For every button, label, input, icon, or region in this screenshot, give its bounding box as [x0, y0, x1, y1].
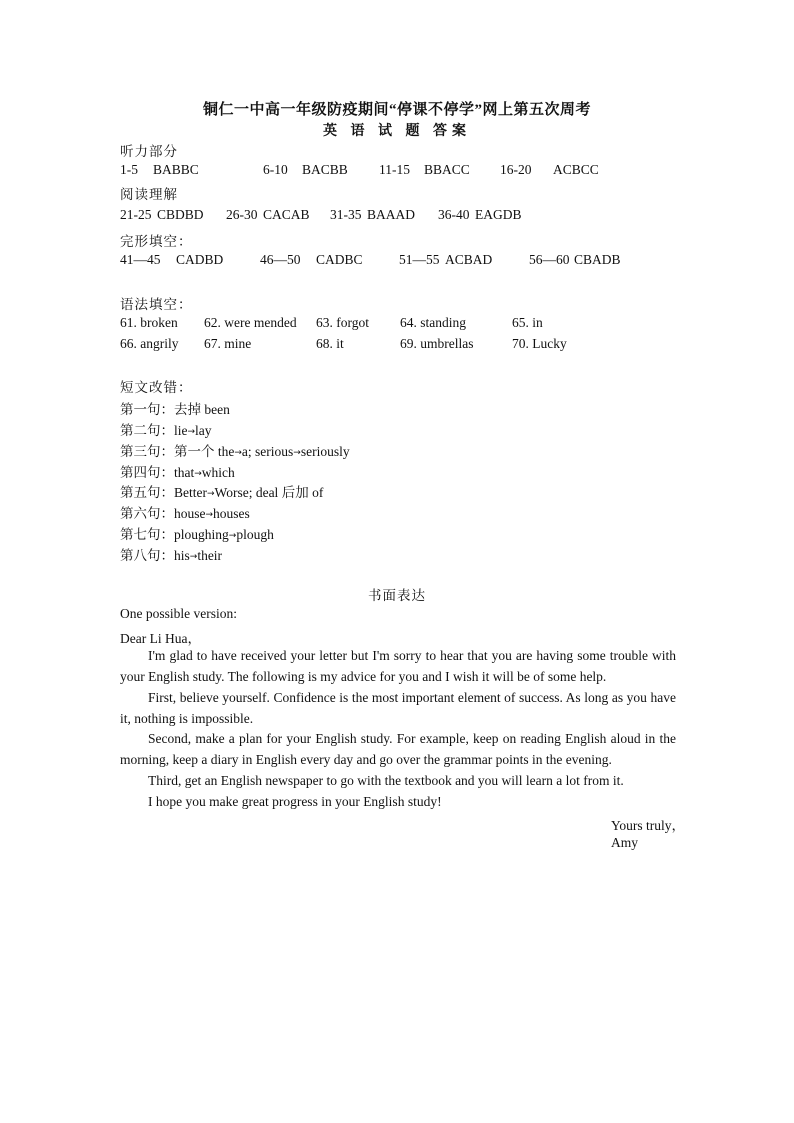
correction-heading: 短文改错： — [120, 380, 193, 395]
arrow-icon: → — [187, 427, 196, 437]
grammar-item: 63. forgot — [316, 315, 369, 330]
letter-paragraph: First, believe yourself. Confidence is the most important element of success. As long as you have it, nothing is impossible. — [120, 690, 676, 726]
answer-range: 1-5 — [120, 162, 138, 177]
page-subtitle: 英 语 试 题 答案 — [323, 124, 471, 139]
letter-paragraph: Second, make a plan for your English study. For example, keep on reading English aloud in the morning, keep a diary in English every day and go over the grammar points in the evening. — [120, 731, 676, 767]
grammar-item: 66. angrily — [120, 336, 179, 351]
arrow-icon: → — [194, 469, 202, 479]
answer-key: CBADB — [574, 252, 621, 267]
correction-original: lie — [174, 423, 188, 438]
grammar-heading: 语法填空： — [120, 297, 193, 312]
answer-key: CBDBD — [157, 207, 204, 222]
answer-range: 51—55 — [399, 252, 440, 267]
answer-range: 11-15 — [379, 162, 410, 177]
letter-paragraph: I'm glad to have received your letter but I'm sorry to hear that you are having some trouble with your English study. The following is my advice for you and I wish it will be of some help. — [120, 648, 676, 684]
answer-range: 56—60 — [529, 252, 570, 267]
writing-intro: One possible version: — [120, 606, 237, 621]
arrow-icon: → — [234, 448, 242, 458]
correction-replacement: a; — [241, 444, 252, 459]
correction-replacement: houses — [213, 506, 250, 521]
correction-original: his — [174, 548, 190, 563]
answer-key: CADBD — [176, 252, 224, 267]
grammar-item: 62. were mended — [204, 315, 297, 330]
arrow-icon: → — [189, 552, 198, 562]
answer-range: 21-25 — [120, 207, 152, 222]
correction-replacement: their — [197, 548, 223, 563]
answer-key: BABBC — [153, 162, 199, 177]
correction-replacement: lay — [195, 423, 212, 438]
correction-item — [120, 419, 212, 439]
listening-heading: 听力部分 — [120, 144, 178, 159]
letter-paragraph: Third, get an English newspaper to go with the textbook and you will learn a lot from it. — [148, 773, 624, 788]
answer-key: BAAAD — [367, 207, 416, 222]
grammar-item: 64. standing — [400, 315, 466, 330]
writing-heading: 书面表达 — [368, 588, 426, 603]
answer-range: 41—45 — [120, 252, 161, 267]
grammar-item: 67. mine — [204, 336, 252, 351]
answer-key: CACAB — [263, 207, 310, 222]
correction-item — [120, 502, 250, 522]
correction-original: house — [174, 506, 206, 521]
correction-item — [120, 481, 323, 501]
answer-range: 16-20 — [500, 162, 532, 177]
correction-item — [120, 398, 230, 418]
grammar-item: 69. umbrellas — [400, 336, 474, 351]
answer-key: BBACC — [424, 162, 470, 177]
correction-item — [120, 544, 222, 564]
correction-replacement: Worse; — [214, 485, 253, 500]
answer-key: ACBCC — [553, 162, 599, 177]
cloze-heading: 完形填空： — [120, 234, 193, 249]
correction-text: 去掉 been — [174, 402, 230, 417]
letter-paragraph: I hope you make great progress in your English study! — [148, 794, 442, 809]
answer-key: CADBC — [316, 252, 363, 267]
correction-original: serious — [251, 444, 294, 459]
answer-key: BACBB — [302, 162, 348, 177]
answer-key: ACBAD — [445, 252, 493, 267]
grammar-item: 68. it — [316, 336, 344, 351]
answer-range: 31-35 — [330, 207, 362, 222]
correction-label: 第六句： — [120, 506, 174, 521]
correction-replacement: which — [201, 465, 235, 480]
letter-signature: Amy — [611, 835, 638, 850]
correction-item — [120, 461, 235, 481]
answer-range: 46—50 — [260, 252, 301, 267]
correction-extra: deal 后加 of — [252, 485, 324, 500]
correction-original: that — [174, 465, 195, 480]
arrow-icon: → — [205, 510, 214, 520]
correction-label: 第八句： — [120, 548, 174, 563]
arrow-icon: → — [207, 489, 215, 499]
correction-label: 第四句： — [120, 465, 174, 480]
correction-label: 第一句： — [120, 402, 174, 417]
grammar-item: 70. Lucky — [512, 336, 567, 351]
answer-range: 6-10 — [263, 162, 288, 177]
page-title: 铜仁一中高一年级防疫期间“停课不停学”网上第五次周考 — [202, 102, 591, 118]
answer-range: 36-40 — [438, 207, 470, 222]
letter-closing: Yours truly， — [611, 818, 686, 833]
arrow-icon: → — [293, 448, 301, 458]
answer-key: EAGDB — [475, 207, 522, 222]
correction-original: Better — [174, 485, 207, 500]
correction-replacement: seriously — [300, 444, 350, 459]
correction-label: 第七句： — [120, 527, 174, 542]
correction-original: ploughing — [174, 527, 229, 542]
answer-range: 26-30 — [226, 207, 258, 222]
correction-label: 第二句： — [120, 423, 174, 438]
arrow-icon: → — [228, 531, 237, 541]
grammar-item: 61. broken — [120, 315, 178, 330]
correction-original: 第一个 the — [174, 444, 235, 459]
correction-label: 第五句： — [120, 485, 174, 500]
correction-replacement: plough — [236, 527, 274, 542]
letter-salutation: Dear Li Hua， — [120, 631, 201, 646]
grammar-item: 65. in — [512, 315, 543, 330]
correction-item — [120, 523, 274, 543]
correction-item — [120, 440, 350, 460]
correction-label: 第三句： — [120, 444, 174, 459]
reading-heading: 阅读理解 — [120, 187, 178, 202]
